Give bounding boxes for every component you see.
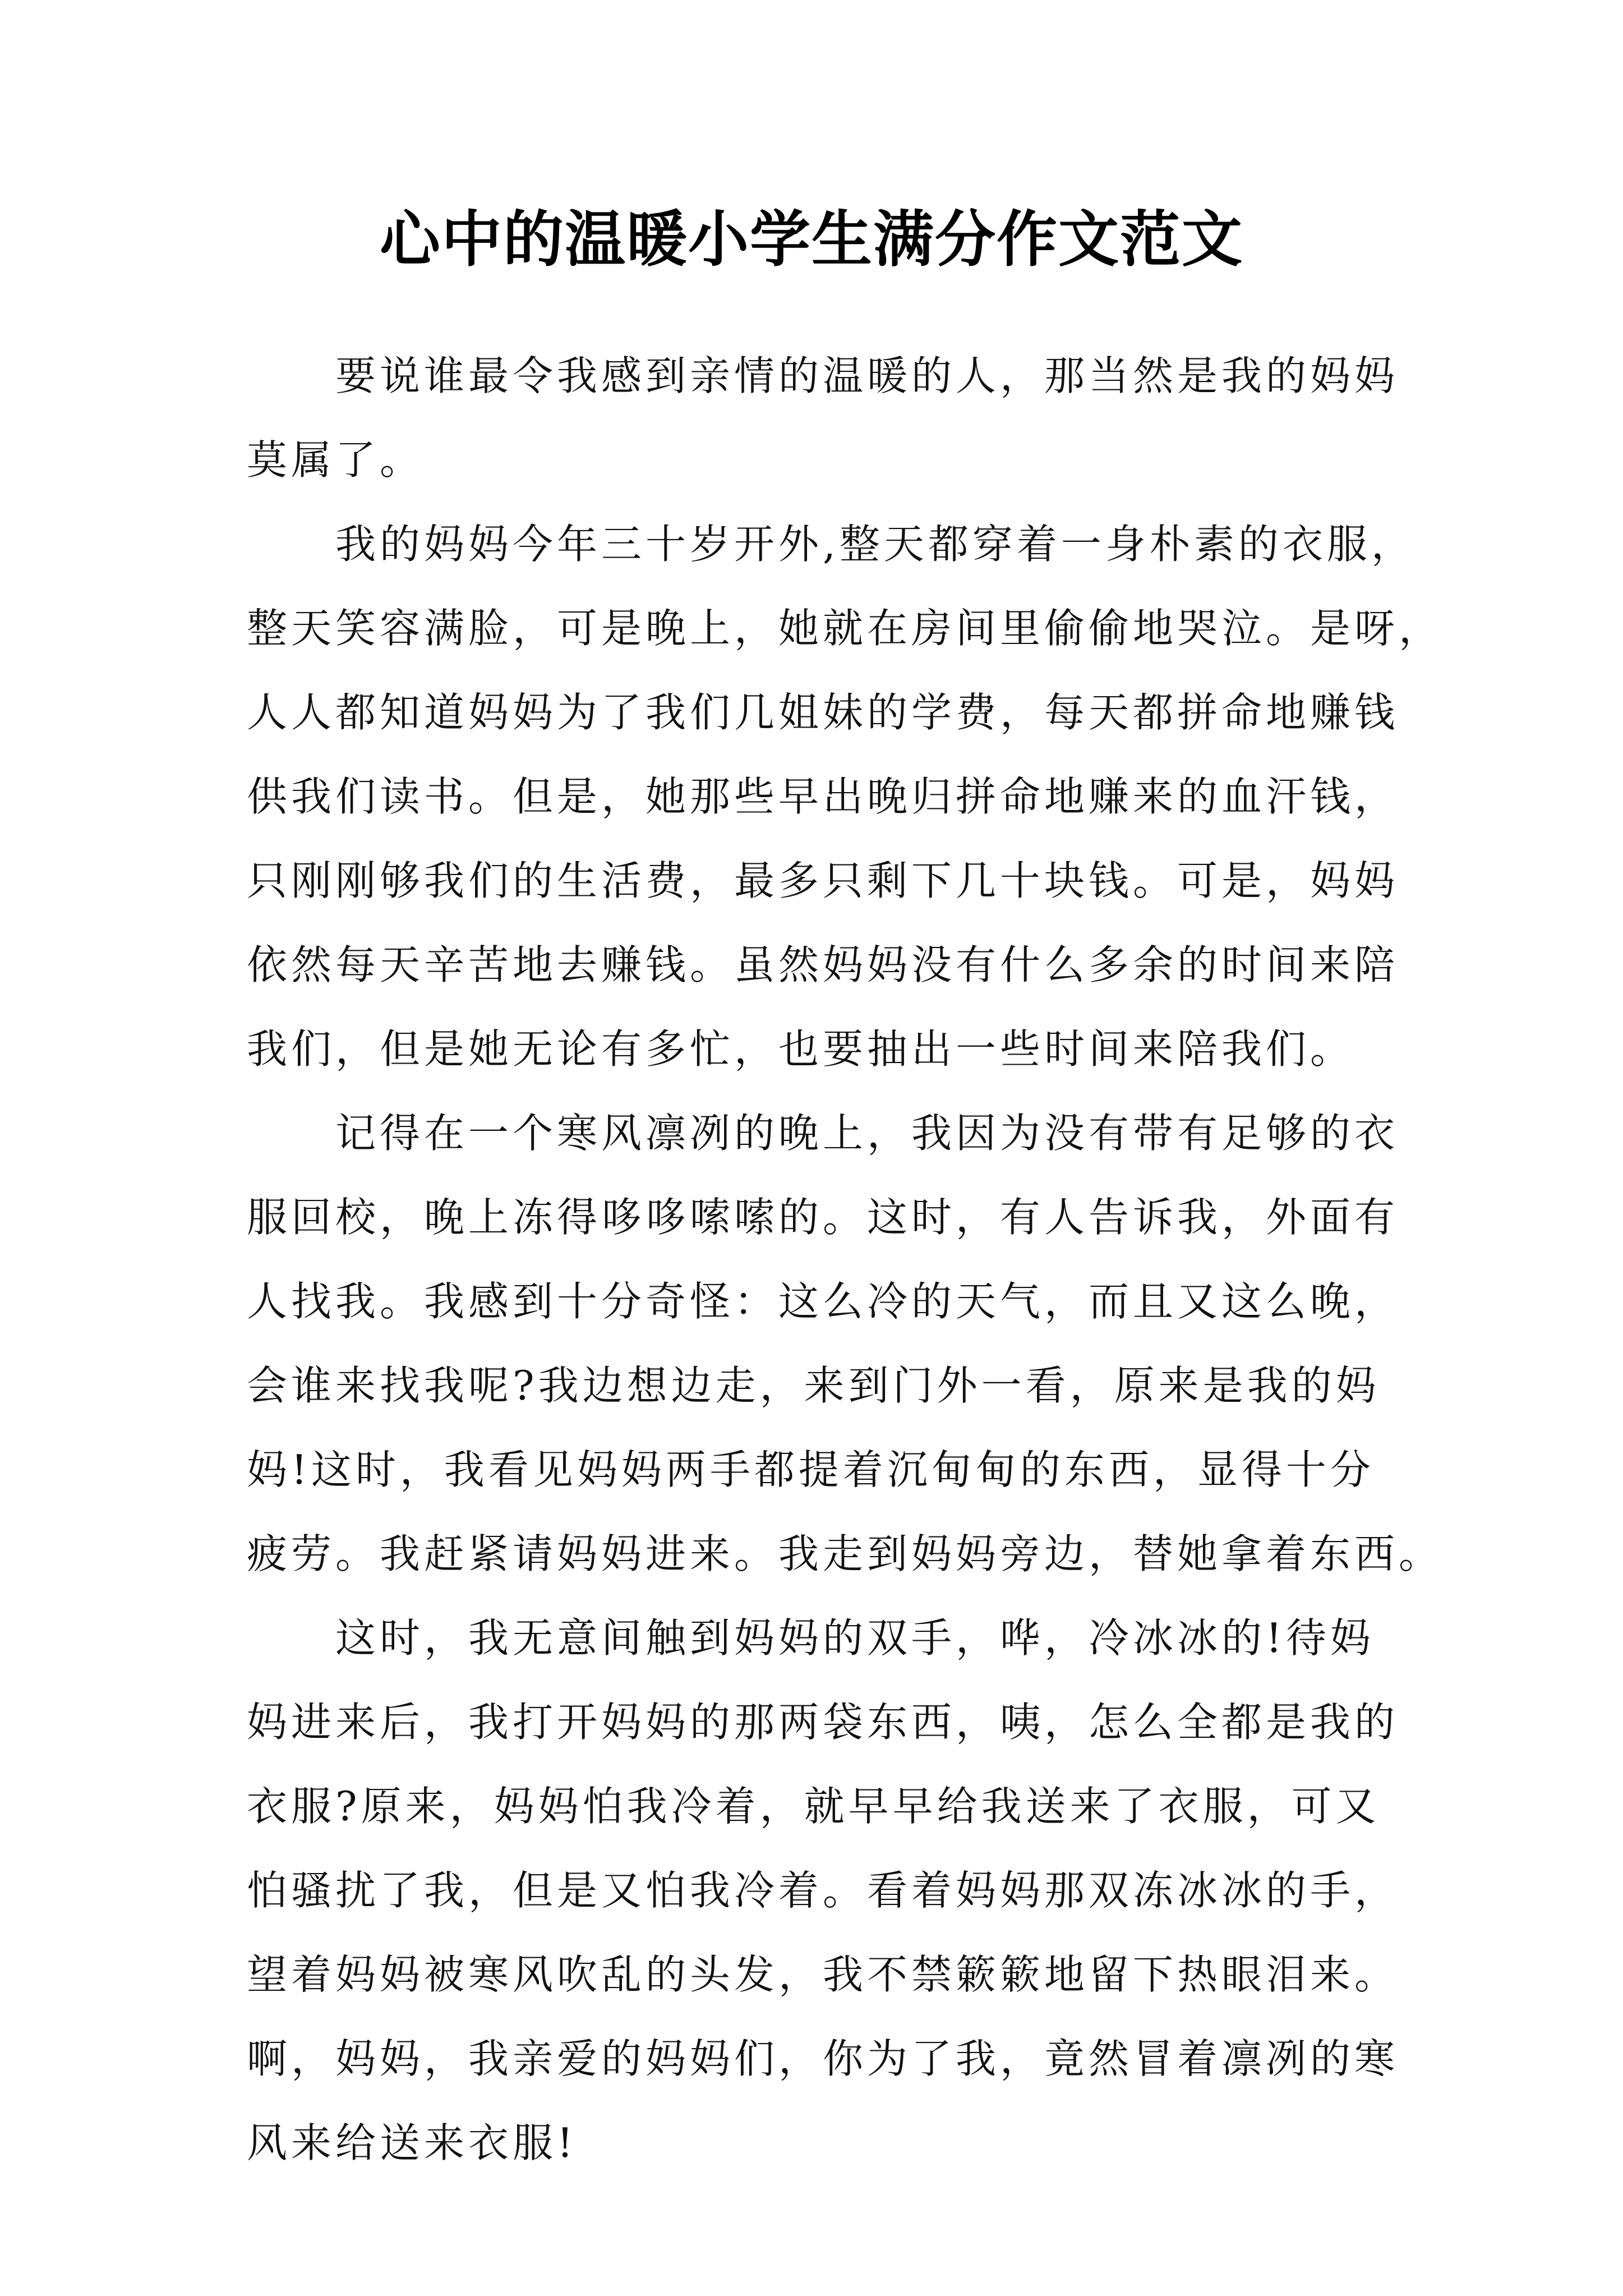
text-line: 风来给送来衣服!	[247, 2119, 577, 2166]
text-line: 只刚刚够我们的生活费，最多只剩下几十块钱。可是，妈妈	[247, 857, 1399, 904]
text-line: 整天笑容满脸，可是晚上，她就在房间里偷偷地哭泣。是呀，	[247, 605, 1444, 652]
text-line: 妈进来后，我打开妈妈的那两袋东西，咦，怎么全都是我的	[247, 1699, 1399, 1746]
text-line: 我的妈妈今年三十岁开外,整天都穿着一身朴素的衣服，	[335, 521, 1415, 568]
text-line: 供我们读书。但是，她那些早出晚归拼命地赚来的血汗钱，	[247, 773, 1399, 820]
text-line: 我们，但是她无论有多忙，也要抽出一些时间来陪我们。	[247, 1025, 1355, 1073]
text-line: 疲劳。我赶紧请妈妈进来。我走到妈妈旁边，替她拿着东西。	[247, 1530, 1444, 1577]
text-line: 依然每天辛苦地去赚钱。虽然妈妈没有什么多余的时间来陪	[247, 941, 1399, 988]
text-line: 人找我。我感到十分奇怪：这么冷的天气，而且又这么晚，	[247, 1278, 1399, 1325]
document-title: 心中的温暖小学生满分作文范文	[379, 204, 1243, 275]
text-line: 服回校，晚上冻得哆哆嗦嗦的。这时，有人告诉我，外面有	[247, 1194, 1399, 1241]
text-line: 莫属了。	[247, 436, 425, 484]
text-line: 啊，妈妈，我亲爱的妈妈们，你为了我，竟然冒着凛冽的寒	[247, 2035, 1399, 2082]
text-line: 望着妈妈被寒风吹乱的头发，我不禁簌簌地留下热眼泪来。	[247, 1951, 1399, 1998]
text-line: 要说谁最令我感到亲情的温暖的人，那当然是我的妈妈	[335, 352, 1399, 399]
text-line: 记得在一个寒风凛冽的晚上，我因为没有带有足够的衣	[335, 1110, 1399, 1157]
text-line: 会谁来找我呢?我边想边走，来到门外一看，原来是我的妈	[247, 1362, 1380, 1409]
text-line: 这时，我无意间触到妈妈的双手，哗，冷冰冰的!待妈	[335, 1614, 1375, 1662]
text-line: 衣服?原来，妈妈怕我冷着，就早早给我送来了衣服，可又	[247, 1783, 1380, 1830]
text-line: 妈!这时，我看见妈妈两手都提着沉甸甸的东西，显得十分	[247, 1446, 1375, 1493]
text-line: 人人都知道妈妈为了我们几姐妹的学费，每天都拼命地赚钱	[247, 689, 1399, 736]
text-line: 怕骚扰了我，但是又怕我冷着。看着妈妈那双冻冰冰的手，	[247, 1867, 1399, 1914]
